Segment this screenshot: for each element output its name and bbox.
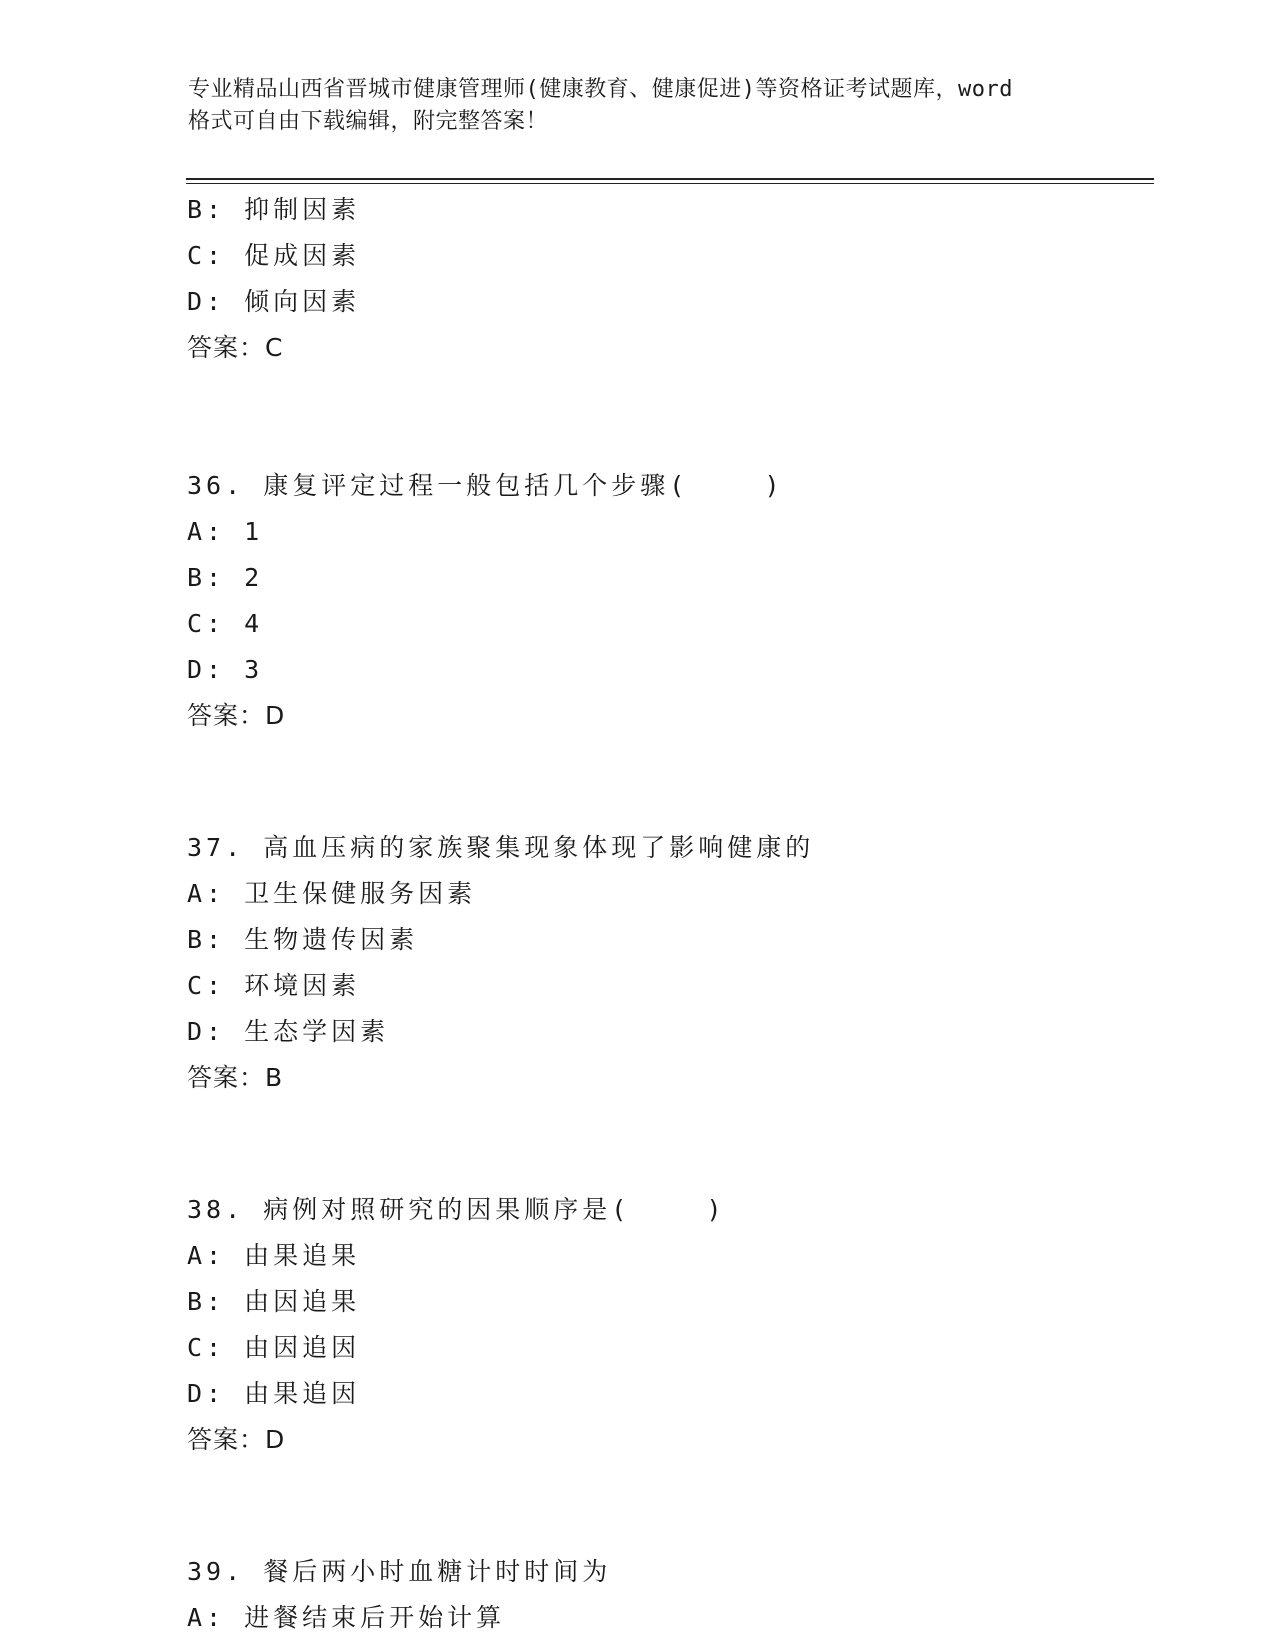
option-b: B: 生物遗传因素 bbox=[187, 925, 419, 954]
option-d: D: 由果追因 bbox=[187, 1379, 361, 1408]
option-c: C: 环境因素 bbox=[187, 971, 361, 1000]
header-divider-thin bbox=[186, 183, 1154, 184]
option-a: A: 进餐结束后开始计算 bbox=[187, 1603, 506, 1632]
header-line-2: 格式可自由下载编辑，附完整答案！ bbox=[188, 109, 549, 134]
answer: 答案：D bbox=[187, 701, 286, 730]
question-37 bbox=[187, 825, 1147, 1101]
option-b: B: 抑制因素 bbox=[187, 195, 361, 224]
answer: 答案：B bbox=[187, 1063, 284, 1092]
question-text: 39. 餐后两小时血糖计时时间为 bbox=[187, 1557, 612, 1586]
question-text: 38. 病例对照研究的因果顺序是( ) bbox=[187, 1195, 726, 1224]
question-list bbox=[187, 187, 1147, 1641]
option-b: B: 2 bbox=[187, 563, 264, 592]
option-d: D: 3 bbox=[187, 655, 264, 684]
option-c: C: 4 bbox=[187, 609, 264, 638]
option-d: D: 生态学因素 bbox=[187, 1017, 390, 1046]
option-a: A: 1 bbox=[187, 517, 264, 546]
page-header bbox=[188, 74, 1088, 138]
question-38 bbox=[187, 1187, 1147, 1463]
question-35-continued bbox=[187, 187, 1147, 371]
question-text: 36. 康复评定过程一般包括几个步骤( ) bbox=[187, 471, 784, 500]
option-d: D: 倾向因素 bbox=[187, 287, 361, 316]
option-a: A: 卫生保健服务因素 bbox=[187, 879, 477, 908]
option-a: A: 由果追果 bbox=[187, 1241, 361, 1270]
answer: 答案：C bbox=[187, 333, 284, 362]
answer: 答案：D bbox=[187, 1425, 286, 1454]
option-c: C: 由因追因 bbox=[187, 1333, 361, 1362]
header-divider bbox=[186, 178, 1154, 180]
header-line-1: 专业精品山西省晋城市健康管理师(健康教育、健康促进)等资格证考试题库，word bbox=[188, 77, 1013, 102]
question-36 bbox=[187, 463, 1147, 739]
question-39 bbox=[187, 1549, 1147, 1641]
option-c: C: 促成因素 bbox=[187, 241, 361, 270]
question-text: 37. 高血压病的家族聚集现象体现了影响健康的 bbox=[187, 833, 815, 862]
option-b: B: 由因追果 bbox=[187, 1287, 361, 1316]
